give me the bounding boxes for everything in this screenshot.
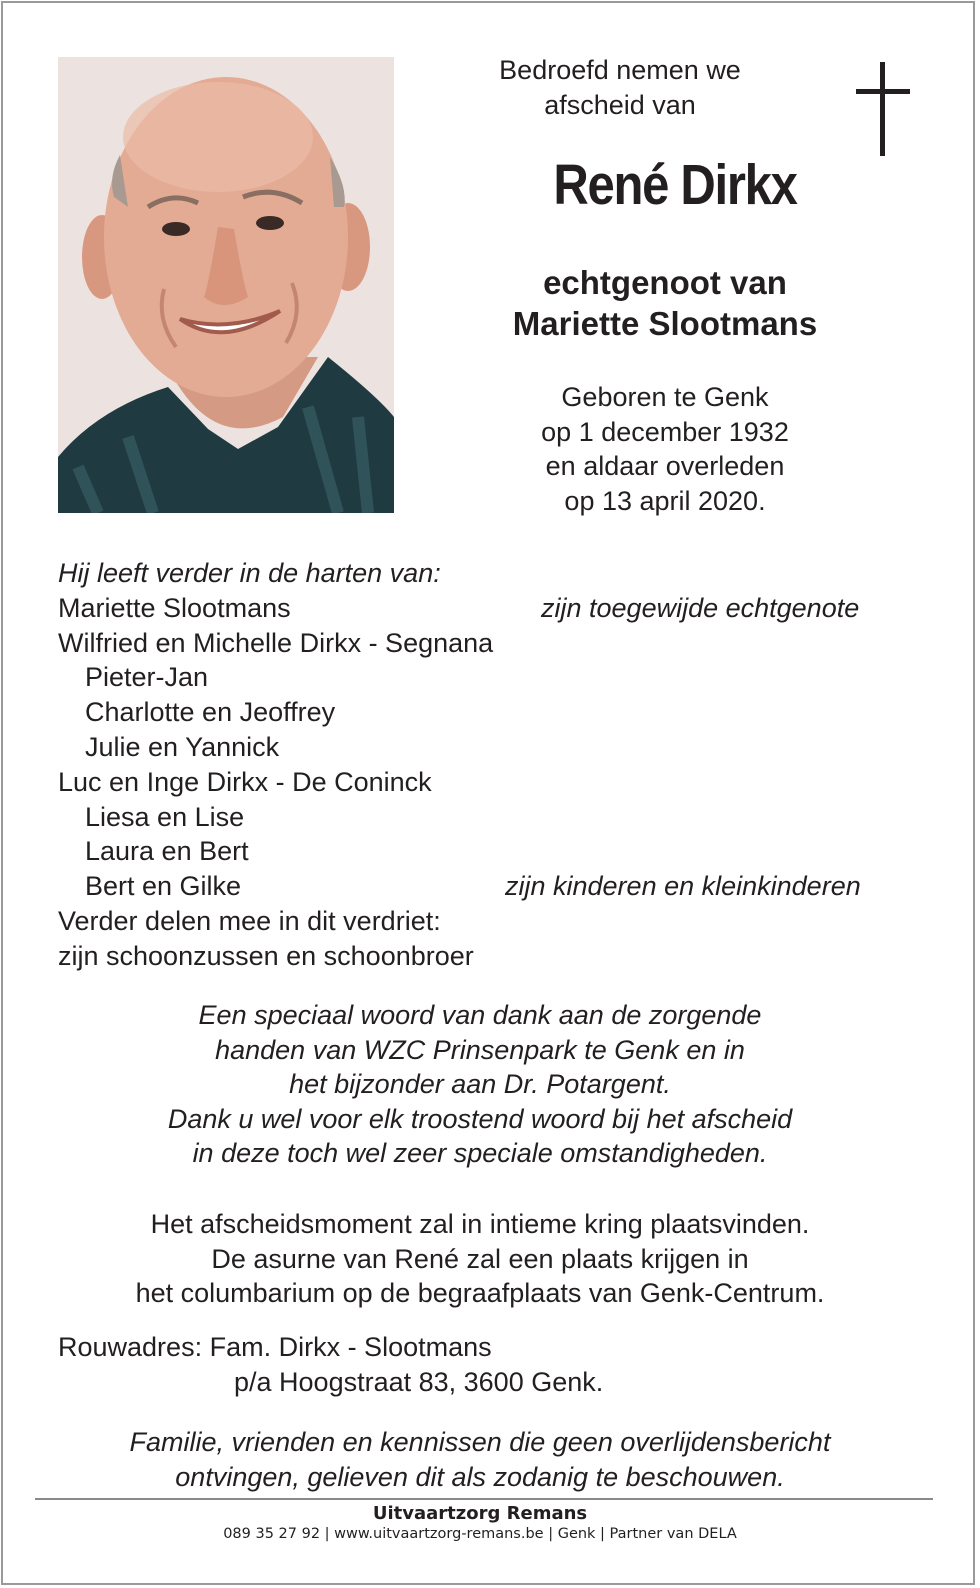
family-member: Wilfried en Michelle Dirkx - Segnana xyxy=(58,627,494,658)
family-row xyxy=(58,800,918,835)
intro-line: afscheid van xyxy=(544,89,696,120)
ceremony-line: De asurne van René zal een plaats krijgen in xyxy=(211,1243,749,1274)
funeral-home-name: Uitvaartzorg Remans xyxy=(372,1503,588,1524)
family-member: Pieter-Jan xyxy=(85,662,209,693)
family-member: Julie en Yannick xyxy=(85,731,280,762)
thanks-message xyxy=(40,998,920,1171)
intro-text xyxy=(440,53,800,122)
family-heading: Hij leeft verder in de harten van: xyxy=(58,558,441,588)
family-member: Liesa en Lise xyxy=(85,801,245,832)
spouse-line: Mariette Slootmans xyxy=(512,305,818,342)
family-member: Mariette Slootmans xyxy=(58,592,291,623)
notice-text xyxy=(40,1425,920,1494)
portrait-photo xyxy=(58,57,394,513)
ceremony-info xyxy=(40,1207,920,1311)
cross-icon xyxy=(856,62,910,156)
notice-line: Familie, vrienden en kennissen die geen overlijdensbericht xyxy=(129,1427,831,1457)
funeral-home-contact: 089 35 27 92 | www.uitvaartzorg-remans.be | Genk | Partner van DELA xyxy=(223,1526,737,1542)
ceremony-line: Het afscheidsmoment zal in intieme kring plaatsvinden. xyxy=(150,1209,810,1239)
family-row xyxy=(58,591,918,626)
mourning-address: Rouwadres: Fam. Dirkx - Slootmans xyxy=(58,1332,492,1362)
family-row xyxy=(58,834,918,869)
family-member: Verder delen mee in dit verdriet: xyxy=(58,905,441,936)
mourning-address-street: p/a Hoogstraat 83, 3600 Genk. xyxy=(234,1367,604,1397)
date-line: op 13 april 2020. xyxy=(564,485,766,516)
ceremony-line: het columbarium op de begraafplaats van Genk-Centrum. xyxy=(135,1278,825,1308)
thanks-line: Dank u wel voor elk troostend woord bij het afscheid xyxy=(167,1103,793,1134)
date-line: en aldaar overleden xyxy=(545,451,785,481)
deceased-name: René Dirkx xyxy=(553,153,797,217)
family-row xyxy=(58,695,918,730)
spouse-line: echtgenoot van xyxy=(543,264,787,301)
family-member: Charlotte en Jeoffrey xyxy=(85,697,336,728)
family-member: Luc en Inge Dirkx - De Coninck xyxy=(58,766,432,797)
notice-line: ontvingen, gelieven dit als zodanig te beschouwen. xyxy=(175,1461,785,1492)
birth-death-dates xyxy=(440,380,890,518)
thanks-line: handen van WZC Prinsenpark te Genk en in xyxy=(215,1034,745,1065)
spouse-block xyxy=(430,262,900,344)
thanks-line: Een speciaal woord van dank aan de zorgende xyxy=(198,1000,762,1030)
family-row xyxy=(58,626,918,661)
family-relation: zijn kinderen en kleinkinderen xyxy=(505,871,861,902)
family-row xyxy=(58,869,918,904)
footer-divider xyxy=(35,1498,933,1500)
family-row xyxy=(58,904,918,939)
family-member: Laura en Bert xyxy=(85,836,249,867)
family-row xyxy=(58,765,918,800)
family-row xyxy=(58,730,918,765)
family-list xyxy=(58,556,918,974)
thanks-line: in deze toch wel zeer speciale omstandigheden. xyxy=(192,1138,768,1168)
family-member: zijn schoonzussen en schoonbroer xyxy=(58,940,474,971)
family-relation: zijn toegewijde echtgenote xyxy=(541,592,860,623)
family-row xyxy=(58,939,918,974)
intro-line: Bedroefd nemen we xyxy=(499,55,741,85)
date-line: Geboren te Genk xyxy=(561,382,769,412)
family-row xyxy=(58,660,918,695)
family-member: Bert en Gilke xyxy=(85,871,242,902)
thanks-line: het bijzonder aan Dr. Potargent. xyxy=(289,1069,671,1099)
date-line: op 1 december 1932 xyxy=(541,416,789,447)
